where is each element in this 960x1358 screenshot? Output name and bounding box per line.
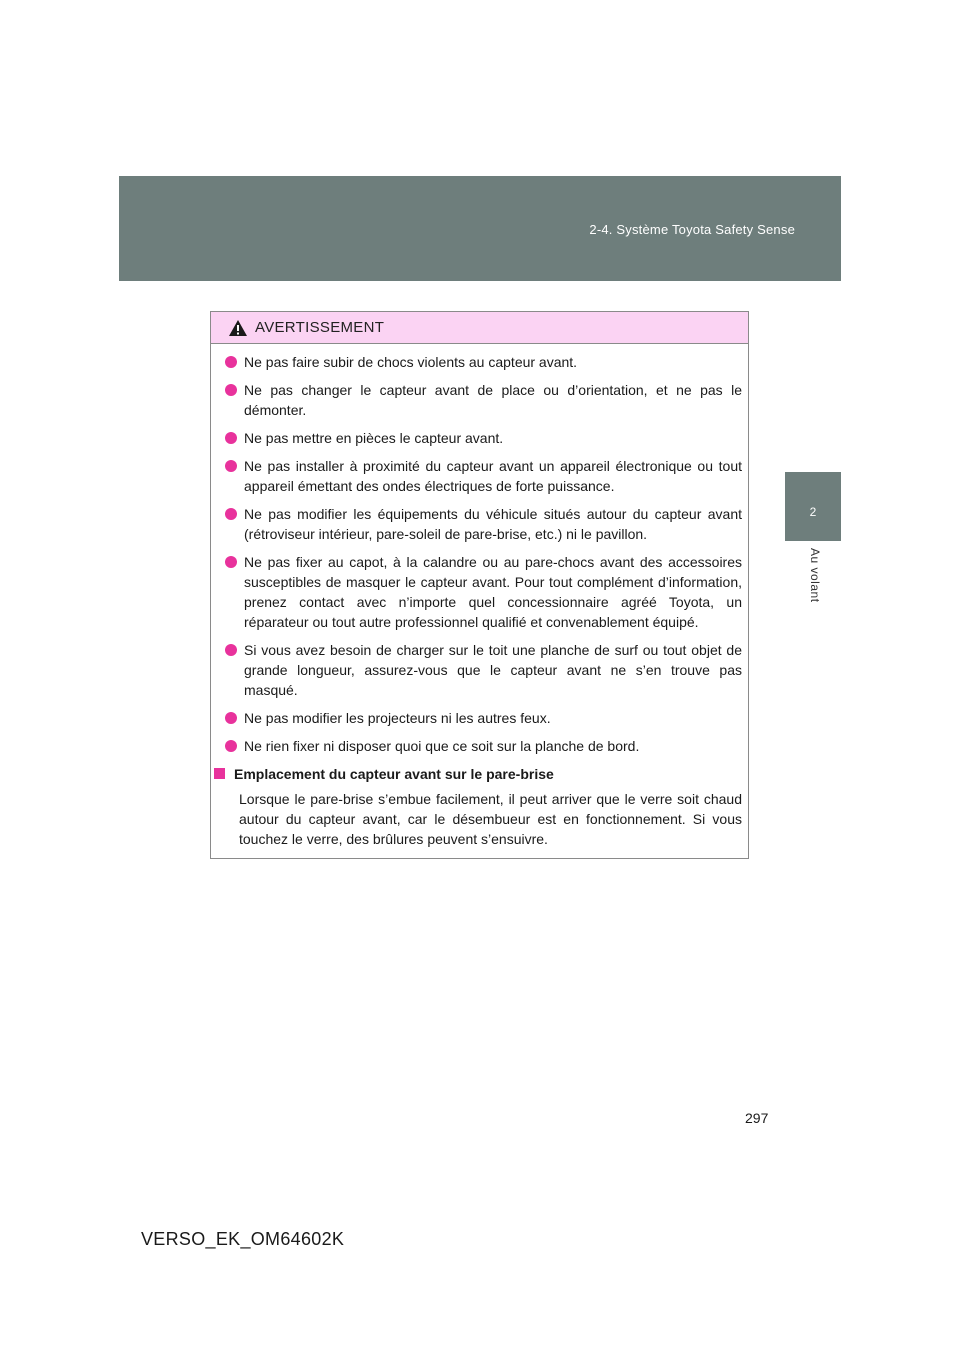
warning-box	[210, 311, 749, 859]
section-text: Lorsque le pare-brise s’embue facilement, il peut arriver que le verre soit chaud autour du capteur avant, car le désembueur est en fonctionnement. Si vous touchez le verre, des brûlures peuvent s’ensuivre.	[239, 791, 742, 847]
warning-item-text: Ne pas faire subir de chocs violents au capteur avant.	[244, 354, 578, 370]
document-id: VERSO_EK_OM64602K	[141, 1229, 345, 1249]
bullet-dot-icon	[225, 644, 237, 656]
warning-item	[219, 736, 742, 756]
section-heading: Emplacement du capteur avant sur le pare-brise	[234, 766, 554, 782]
bullet-dot-icon	[225, 508, 237, 520]
warning-item-text: Ne rien fixer ni disposer quoi que ce soit sur la planche de bord.	[244, 738, 640, 754]
warning-item	[219, 352, 742, 372]
bullet-dot-icon	[225, 460, 237, 472]
warning-item	[219, 428, 742, 448]
chapter-header-band	[119, 176, 841, 281]
warning-item	[219, 504, 742, 544]
chapter-number: 2	[809, 505, 817, 519]
warning-item-text: Ne pas mettre en pièces le capteur avant.	[244, 430, 504, 446]
bullet-dot-icon	[225, 432, 237, 444]
chapter-side-label: Au volant	[808, 548, 822, 603]
warning-item	[219, 456, 742, 496]
page-number: 297	[745, 1110, 769, 1126]
warning-item-text: Ne pas fixer au capot, à la calandre ou au pare-chocs avant des accessoires susceptibles de masquer le capteur avant. Pour tout complément d’information, prenez contact avec n’importe quel concessionnaire agréé Toyota, un réparateur ou tout autre professionnel qualifié et convenablement équipé.	[244, 554, 742, 630]
bullet-dot-icon	[225, 556, 237, 568]
warning-header	[211, 312, 748, 344]
warning-item	[219, 380, 742, 420]
chapter-title: 2-4. Système Toyota Safety Sense	[589, 222, 795, 237]
warning-item	[219, 708, 742, 728]
warning-item-text: Ne pas installer à proximité du capteur avant un appareil électronique ou tout appareil émettant des ondes électriques de forte puissance.	[244, 458, 742, 494]
warning-item-text: Ne pas modifier les équipements du véhicule situés autour du capteur avant (rétroviseur intérieur, pare-soleil de pare-brise, etc.) ni le pavillon.	[244, 506, 742, 542]
warning-item-text: Ne pas modifier les projecteurs ni les autres feux.	[244, 710, 551, 726]
bullet-dot-icon	[225, 740, 237, 752]
warning-item-text: Si vous avez besoin de charger sur le toit une planche de surf ou tout objet de grande longueur, assurez-vous que le capteur avant ne s’en trouve pas masqué.	[244, 642, 742, 698]
warning-item	[219, 640, 742, 700]
warning-body	[211, 344, 748, 849]
bullet-dot-icon	[225, 356, 237, 368]
chapter-side-tab	[785, 472, 841, 541]
warning-item-text: Ne pas changer le capteur avant de place ou d’orientation, et ne pas le démonter.	[244, 382, 742, 418]
bullet-dot-icon	[225, 384, 237, 396]
warning-heading: AVERTISSEMENT	[255, 319, 385, 336]
warning-section	[219, 764, 742, 849]
warning-item	[219, 552, 742, 632]
bullet-dot-icon	[225, 712, 237, 724]
warning-triangle-icon	[228, 319, 248, 337]
square-bullet-icon	[214, 768, 225, 779]
